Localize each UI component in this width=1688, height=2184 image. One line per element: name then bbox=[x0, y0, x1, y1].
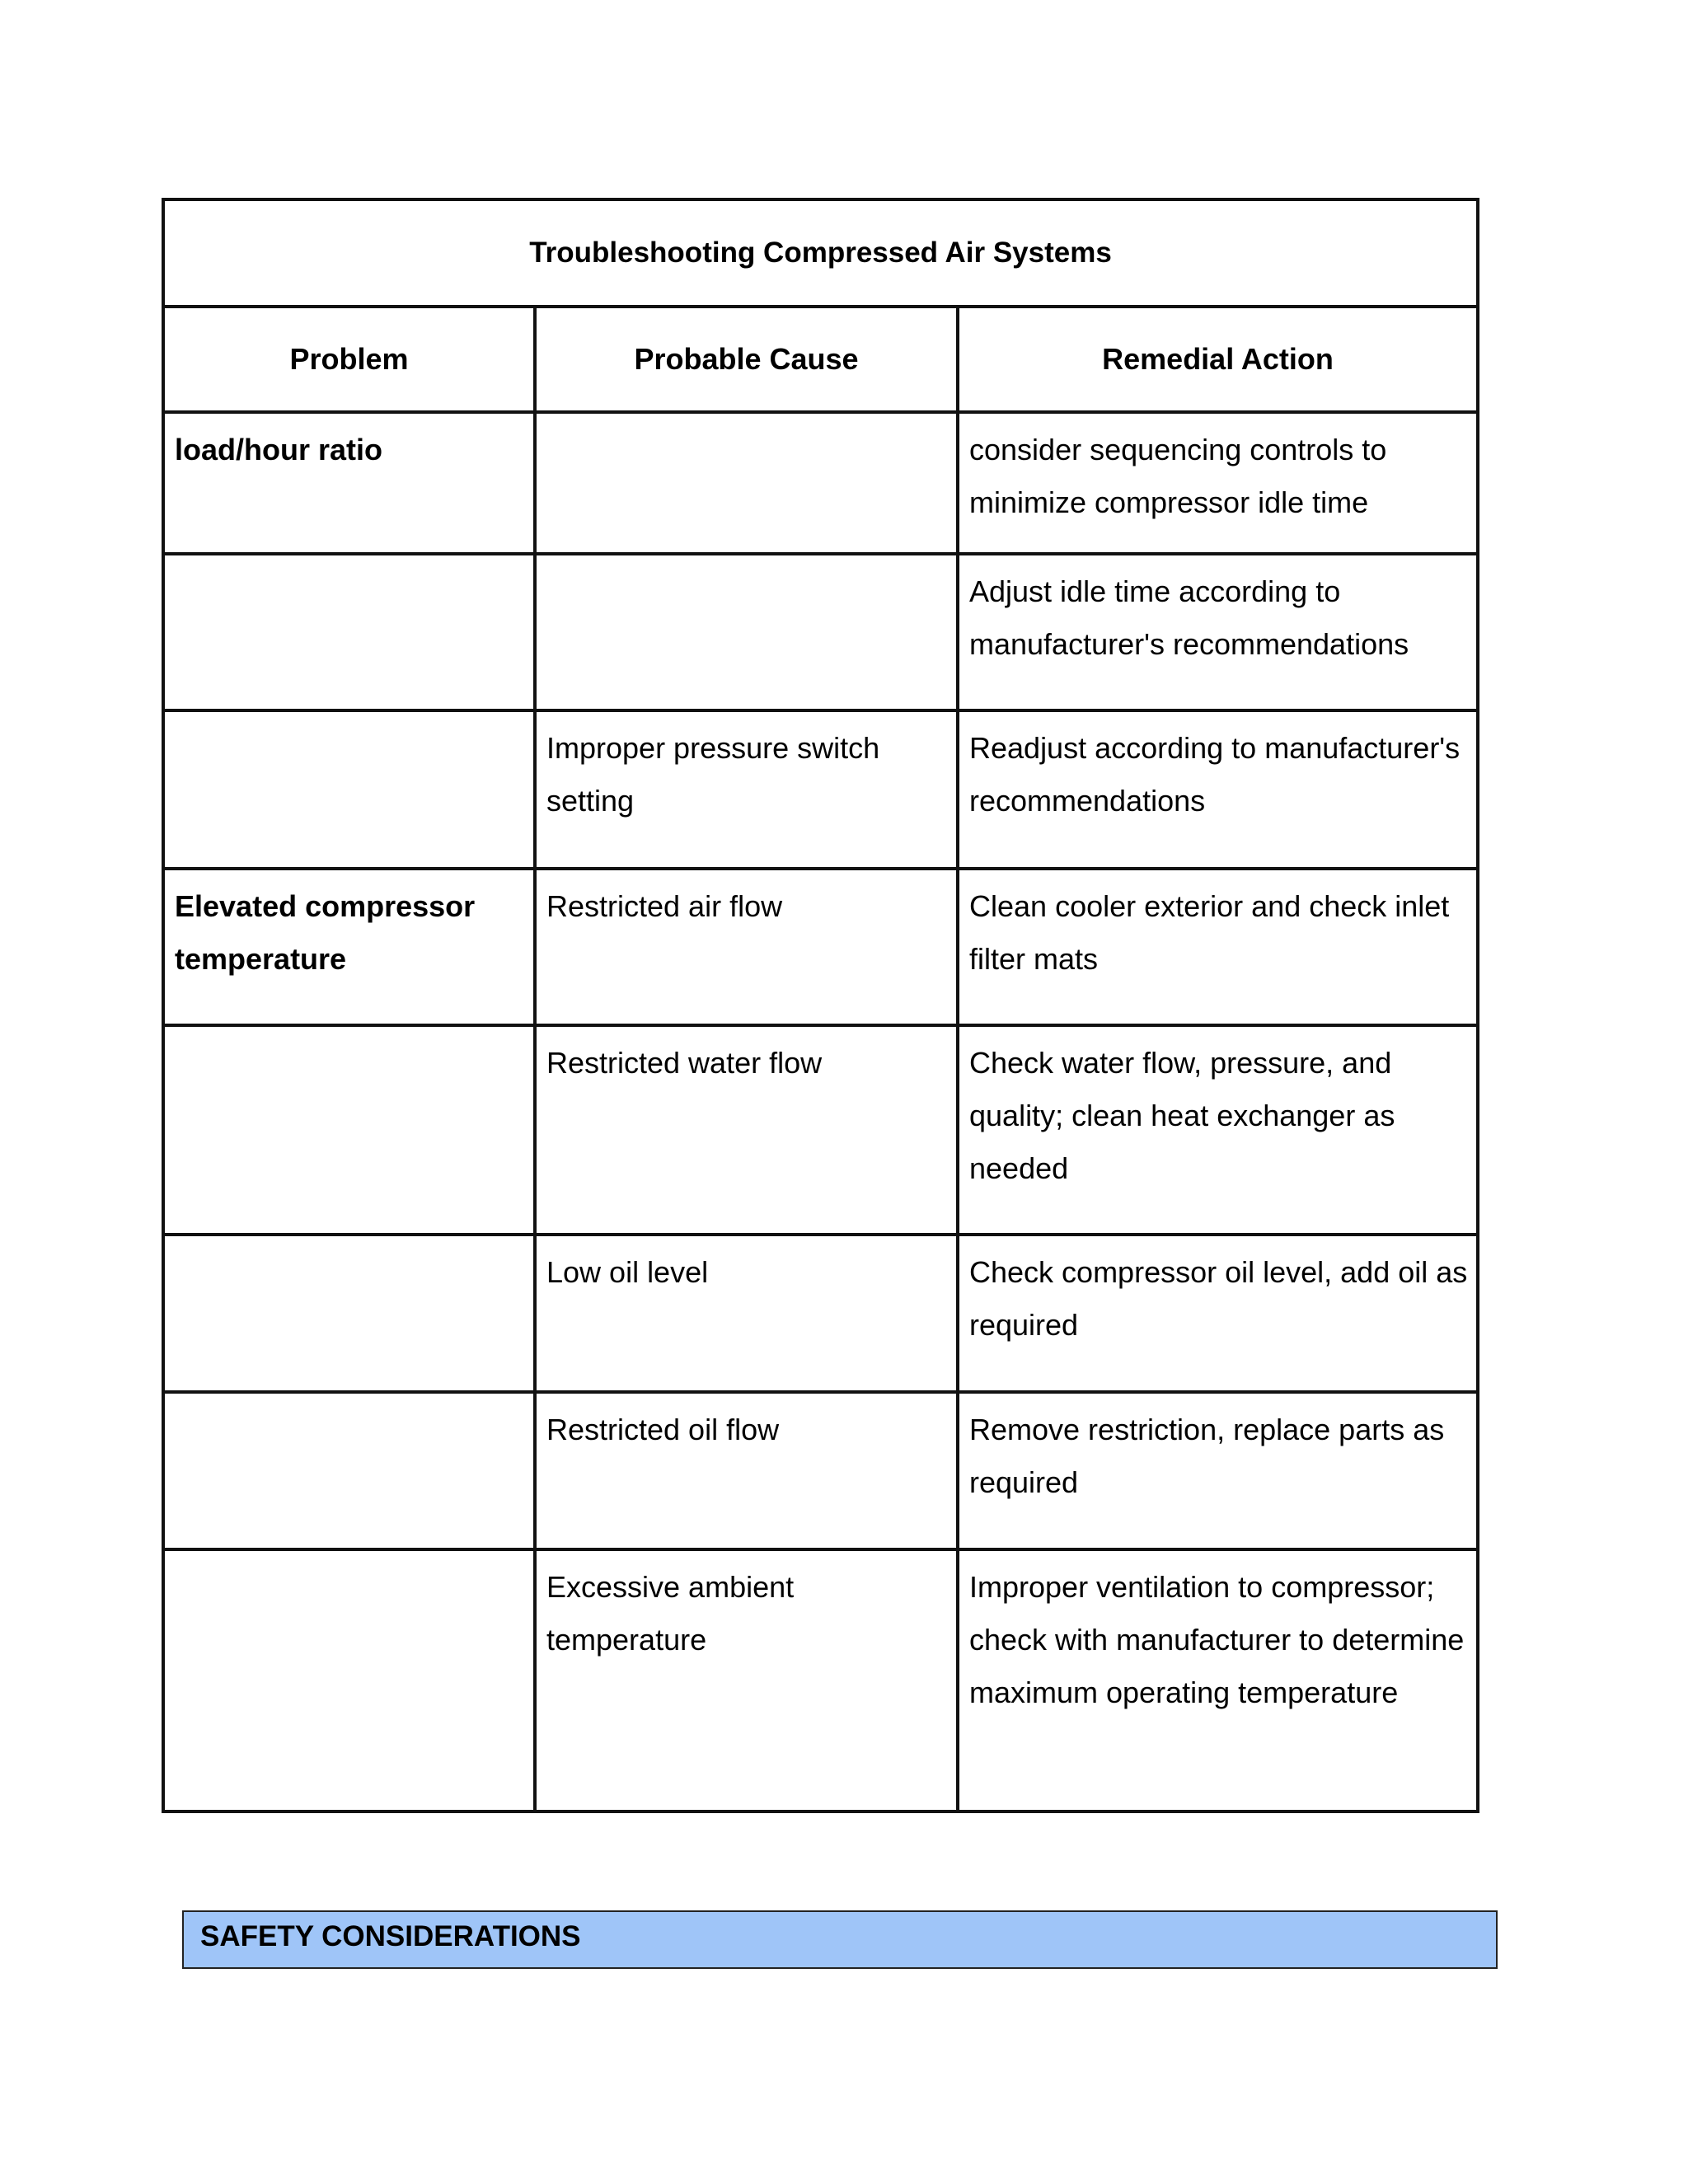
troubleshooting-table bbox=[162, 198, 1479, 1813]
column-header-problem: Problem bbox=[163, 307, 535, 412]
safety-considerations-heading: SAFETY CONSIDERATIONS bbox=[182, 1910, 1498, 1969]
problem-cell bbox=[163, 554, 535, 710]
table-row bbox=[163, 1025, 1478, 1235]
action-cell: Remove restriction, replace parts as required bbox=[958, 1392, 1478, 1549]
problem-cell bbox=[163, 1549, 535, 1811]
cause-cell: Excessive ambient temperature bbox=[535, 1549, 958, 1811]
problem-cell: Elevated compressor temperature bbox=[163, 869, 535, 1025]
cause-cell: Improper pressure switch setting bbox=[535, 710, 958, 869]
table-row bbox=[163, 1549, 1478, 1811]
action-cell: Check compressor oil level, add oil as required bbox=[958, 1235, 1478, 1392]
column-header-probable-cause: Probable Cause bbox=[535, 307, 958, 412]
table-title: Troubleshooting Compressed Air Systems bbox=[163, 199, 1478, 307]
cause-cell: Low oil level bbox=[535, 1235, 958, 1392]
table-row bbox=[163, 869, 1478, 1025]
action-cell: Clean cooler exterior and check inlet filter mats bbox=[958, 869, 1478, 1025]
action-cell: Adjust idle time according to manufacturer's recommendations bbox=[958, 554, 1478, 710]
problem-cell bbox=[163, 1392, 535, 1549]
cause-cell bbox=[535, 412, 958, 554]
action-cell: Readjust according to manufacturer's recommendations bbox=[958, 710, 1478, 869]
action-cell: Check water flow, pressure, and quality; clean heat exchanger as needed bbox=[958, 1025, 1478, 1235]
table-row bbox=[163, 412, 1478, 554]
column-header-remedial-action: Remedial Action bbox=[958, 307, 1478, 412]
table-row bbox=[163, 554, 1478, 710]
table-title-row bbox=[163, 199, 1478, 307]
action-cell: Improper ventilation to compressor; check with manufacturer to determine maximum operating temperature bbox=[958, 1549, 1478, 1811]
problem-cell bbox=[163, 1025, 535, 1235]
cause-cell: Restricted oil flow bbox=[535, 1392, 958, 1549]
problem-cell: load/hour ratio bbox=[163, 412, 535, 554]
cause-cell bbox=[535, 554, 958, 710]
cause-cell: Restricted water flow bbox=[535, 1025, 958, 1235]
cause-cell: Restricted air flow bbox=[535, 869, 958, 1025]
table-header-row bbox=[163, 307, 1478, 412]
problem-cell bbox=[163, 1235, 535, 1392]
problem-cell bbox=[163, 710, 535, 869]
action-cell: consider sequencing controls to minimize compressor idle time bbox=[958, 412, 1478, 554]
table-row bbox=[163, 1235, 1478, 1392]
table-row bbox=[163, 710, 1478, 869]
table-row bbox=[163, 1392, 1478, 1549]
